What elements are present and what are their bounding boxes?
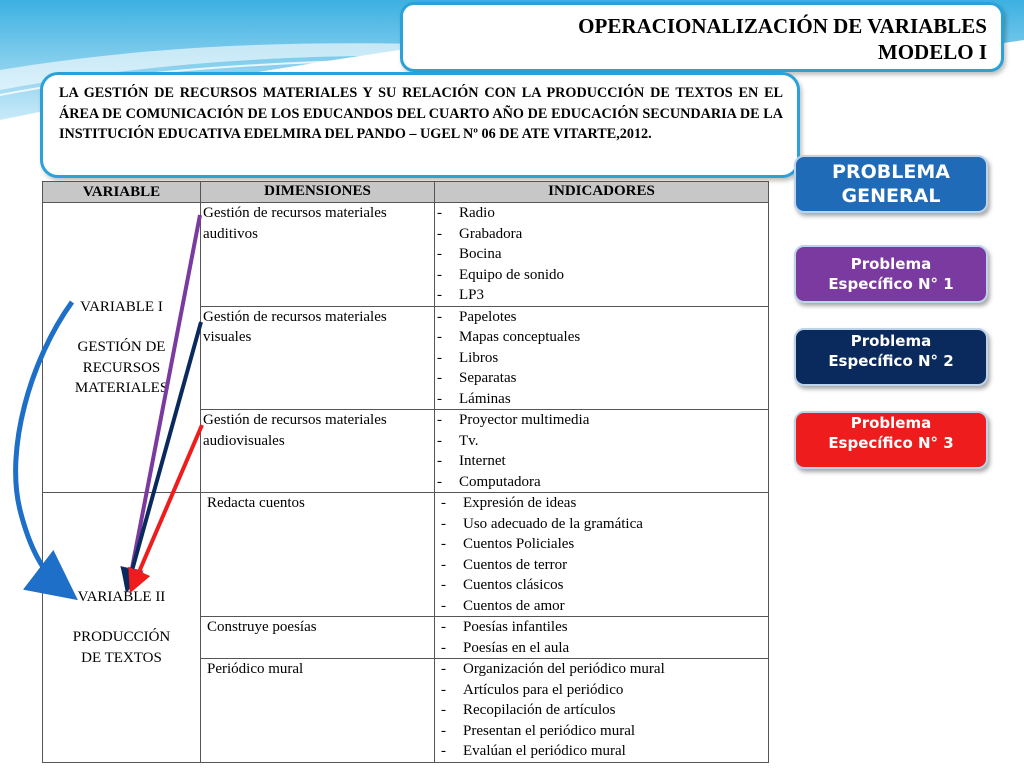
variable-1-name-line-2: RECURSOS (82, 359, 161, 376)
list-item: - Láminas (437, 390, 511, 407)
list-item: - Recopilación de artículos (441, 702, 616, 718)
indicators-cell (435, 617, 769, 659)
list-item: - Bocina (437, 246, 502, 262)
list-item: - Presentan el periódico mural (441, 722, 636, 739)
research-title-text: LA GESTIÓN DE RECURSOS MATERIALES Y SU RELACIÓN CON LA PRODUCCIÓN DE TEXTOS EN EL ÁREA DE COMUNICACIÓN DE LOS EDUCANDOS DEL CUARTO AÑO DE EDUCACIÓN SECUNDARIA DE LA INSTITUCIÓN EDUCATIVA EDELMIRA DEL PANDO – UGEL Nº 06 DE ATE VITARTE,2012. (59, 85, 783, 142)
variable-1-name-line-1: GESTIÓN DE (77, 339, 166, 355)
list-item: - Equipo de sonido (437, 266, 564, 283)
list-item: - Poesías infantiles (441, 619, 568, 635)
dimension-cell: Periódico mural (201, 659, 435, 763)
list-item: - Evalúan el periódico mural (441, 743, 626, 759)
operationalization-table (42, 181, 769, 763)
list-item: - Radio (437, 205, 495, 221)
indicators-cell (435, 659, 769, 763)
dimension-cell: Redacta cuentos (201, 493, 435, 617)
variable-1-name-line-3: MATERIALES (74, 380, 169, 396)
header-variable: VARIABLE (43, 182, 201, 203)
variable-2-name-line-1: PRODUCCIÓN (72, 629, 171, 645)
list-item: - Cuentos clásicos (441, 577, 564, 593)
pe1-label-2: Específico N° 1 (828, 275, 954, 293)
indicators-cell (435, 306, 769, 410)
variable-1-label: VARIABLE I (80, 298, 163, 315)
research-title-box (40, 72, 800, 178)
dimension-cell: Gestión de recursos materiales audiovisuales (201, 410, 435, 493)
pe3-label-1: Problema (850, 414, 932, 432)
pe3-label-2: Específico N° 3 (828, 434, 954, 452)
table-row (43, 493, 769, 617)
table-header-row (43, 182, 769, 203)
header-indicators: INDICADORES (435, 182, 769, 203)
dimension-cell: Construye poesías (201, 617, 435, 659)
list-item: - Computadora (437, 473, 541, 490)
pe2-label-2: Específico N° 2 (828, 352, 954, 370)
problema-especifico-1-button[interactable] (794, 245, 988, 303)
variable-2-label: VARIABLE II (77, 588, 166, 605)
list-item: - Cuentos de terror (441, 556, 568, 573)
list-item: - Papelotes (437, 308, 517, 325)
dimension-cell: Gestión de recursos materiales visuales (201, 306, 435, 410)
list-item: - Uso adecuado de la gramática (441, 515, 643, 532)
dimension-cell: Gestión de recursos materiales auditivos (201, 203, 435, 307)
indicators-cell (435, 203, 769, 307)
list-item: - Artículos para el periódico (441, 681, 624, 698)
list-item: - Cuentos de amor (441, 597, 565, 614)
problema-general-button[interactable] (794, 155, 988, 213)
title-line-2: MODELO I (877, 40, 987, 64)
problema-especifico-2-button[interactable] (794, 328, 988, 386)
list-item: - Tv. (437, 432, 479, 449)
pe1-label-1: Problema (850, 255, 932, 273)
variable-2-name-line-2: DE TEXTOS (81, 649, 162, 666)
table-row (43, 203, 769, 307)
list-item: - Internet (437, 453, 506, 469)
problema-general-label-1: PROBLEMA (832, 161, 950, 183)
variable-2-cell (43, 493, 201, 763)
title-line-1: OPERACIONALIZACIÓN DE VARIABLES (578, 14, 987, 38)
problema-especifico-3-button[interactable] (794, 411, 988, 469)
header-dimensions: DIMENSIONES (201, 182, 435, 203)
indicators-cell (435, 493, 769, 617)
list-item: - Organización del periódico mural (441, 661, 665, 677)
list-item: - Cuentos Policiales (441, 536, 575, 552)
list-item: - LP3 (437, 287, 485, 303)
list-item: - Separatas (437, 370, 517, 386)
list-item: - Libros (437, 349, 499, 366)
title-box (400, 2, 1004, 72)
list-item: - Proyector multimedia (437, 412, 590, 428)
indicators-cell (435, 410, 769, 493)
list-item: - Grabadora (437, 225, 523, 242)
pe2-label-1: Problema (850, 332, 932, 350)
list-item: - Poesías en el aula (441, 639, 570, 656)
variable-1-cell (43, 203, 201, 493)
list-item: - Mapas conceptuales (437, 329, 581, 345)
list-item: - Expresión de ideas (441, 495, 577, 511)
problema-general-label-2: GENERAL (841, 185, 941, 207)
